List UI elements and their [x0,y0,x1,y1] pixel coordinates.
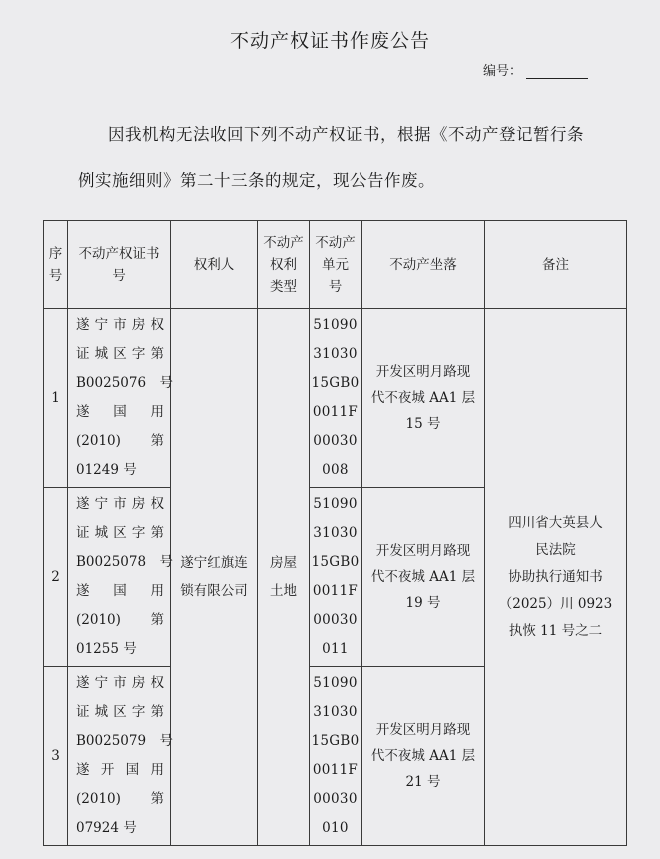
row-cert [68,667,174,846]
header-type [258,221,310,309]
cert-line: 01255 号 [76,641,137,657]
unit-line: 51090 [313,496,358,512]
note-line: 四川省大英县人 [508,514,603,531]
page-title: 不动产权证书作废公告 [229,30,430,52]
row-location [362,667,485,846]
location-line: 开发区明月路现 [375,722,471,738]
unit-line: 0011F [312,583,359,599]
cert-line: 07924 号 [76,820,137,836]
row-no: 2 [44,488,68,667]
header-no-line: 序 [48,245,63,262]
cert-line: 遂 国 用 [76,404,164,420]
header-cert-line: 不动产权证书 [78,245,160,262]
owner-line: 锁有限公司 [180,583,248,599]
unit-line: 51090 [313,675,358,691]
cert-line: (2010) 第 [76,791,164,807]
table-header-row [44,221,627,309]
notice-paragraph-line-2: 例实施细则》第二十三条的规定，现公告作废。 [78,171,435,190]
header-type-line: 权利 [270,256,297,273]
note-line: （2025）川 0923 [498,595,613,612]
note-line: 民法院 [535,541,576,558]
location-line: 代不夜城 AA1 层 [370,569,476,585]
cert-line: 证城区字第 [76,525,164,541]
cert-line: 遂宁市房权 [76,496,164,512]
right-type-cell [258,309,310,846]
cert-line: 01249 号 [76,462,137,478]
header-cert-line: 号 [112,267,126,284]
cert-line: 证城区字第 [76,704,164,720]
header-unit-line: 号 [328,278,343,295]
location-line: 19 号 [405,595,441,611]
cert-line: B0025079 号 [76,733,174,749]
unit-line: 31030 [313,346,358,362]
location-line: 开发区明月路现 [375,543,471,559]
row-cert [68,488,174,667]
unit-line: 011 [322,641,349,657]
location-line: 代不夜城 AA1 层 [370,390,476,406]
unit-line: 31030 [313,525,358,541]
unit-line: 00030 [313,791,358,807]
unit-line: 0011F [312,762,359,778]
unit-line: 15GB0 [311,733,360,749]
cert-line: (2010) 第 [76,612,164,628]
row-location [362,488,485,667]
table-row [44,309,627,488]
note-line: 执恢 11 号之二 [508,622,603,639]
unit-line: 15GB0 [311,375,360,391]
header-owner: 权利人 [171,221,258,309]
right-type-line: 土地 [270,583,297,599]
row-no: 3 [44,667,68,846]
note-cell [485,309,627,846]
unit-line: 31030 [313,704,358,720]
cert-line: 遂宁市房权 [76,317,164,333]
cert-line: 证城区字第 [76,346,164,362]
unit-line: 00030 [313,612,358,628]
row-no: 1 [44,309,68,488]
row-unit [310,488,362,667]
header-type-line: 不动产 [263,234,304,251]
notice-paragraph-line-1: 因我机构无法收回下列不动产权证书，根据《不动产登记暂行条 [108,125,584,144]
header-unit [310,221,362,309]
unit-line: 010 [322,820,349,836]
cert-line: (2010) 第 [76,433,164,449]
cert-line: B0025078 号 [76,554,174,570]
header-unit-line: 不动产 [315,234,356,251]
row-location [362,309,485,488]
header-note: 备注 [485,221,627,309]
unit-line: 51090 [313,317,358,333]
row-cert [68,309,174,488]
header-no [44,221,68,309]
row-unit [310,667,362,846]
header-no-line: 号 [48,267,63,284]
cert-line: 遂宁市房权 [76,675,164,691]
location-line: 开发区明月路现 [375,364,471,380]
unit-line: 008 [322,462,349,478]
void-certificate-table [43,220,627,846]
owner-line: 遂宁红旗连 [180,555,248,571]
header-location: 不动产坐落 [362,221,485,309]
document-number-label: 编号： [482,64,522,79]
location-line: 21 号 [405,774,441,790]
header-type-line: 类型 [270,278,297,295]
cert-line: B0025076 号 [76,375,174,391]
header-unit-line: 单元 [322,256,349,273]
location-line: 代不夜城 AA1 层 [370,748,476,764]
unit-line: 00030 [313,433,358,449]
row-unit [310,309,362,488]
document-number-blank [526,64,588,79]
document-number [483,60,588,79]
owner-cell [171,309,258,846]
cert-line: 遂开国用 [76,762,164,778]
location-line: 15 号 [405,416,441,432]
right-type-line: 房屋 [270,555,297,571]
note-line: 协助执行通知书 [508,568,603,585]
cert-line: 遂 国 用 [76,583,164,599]
unit-line: 0011F [312,404,359,420]
header-cert [68,221,171,309]
unit-line: 15GB0 [311,554,360,570]
